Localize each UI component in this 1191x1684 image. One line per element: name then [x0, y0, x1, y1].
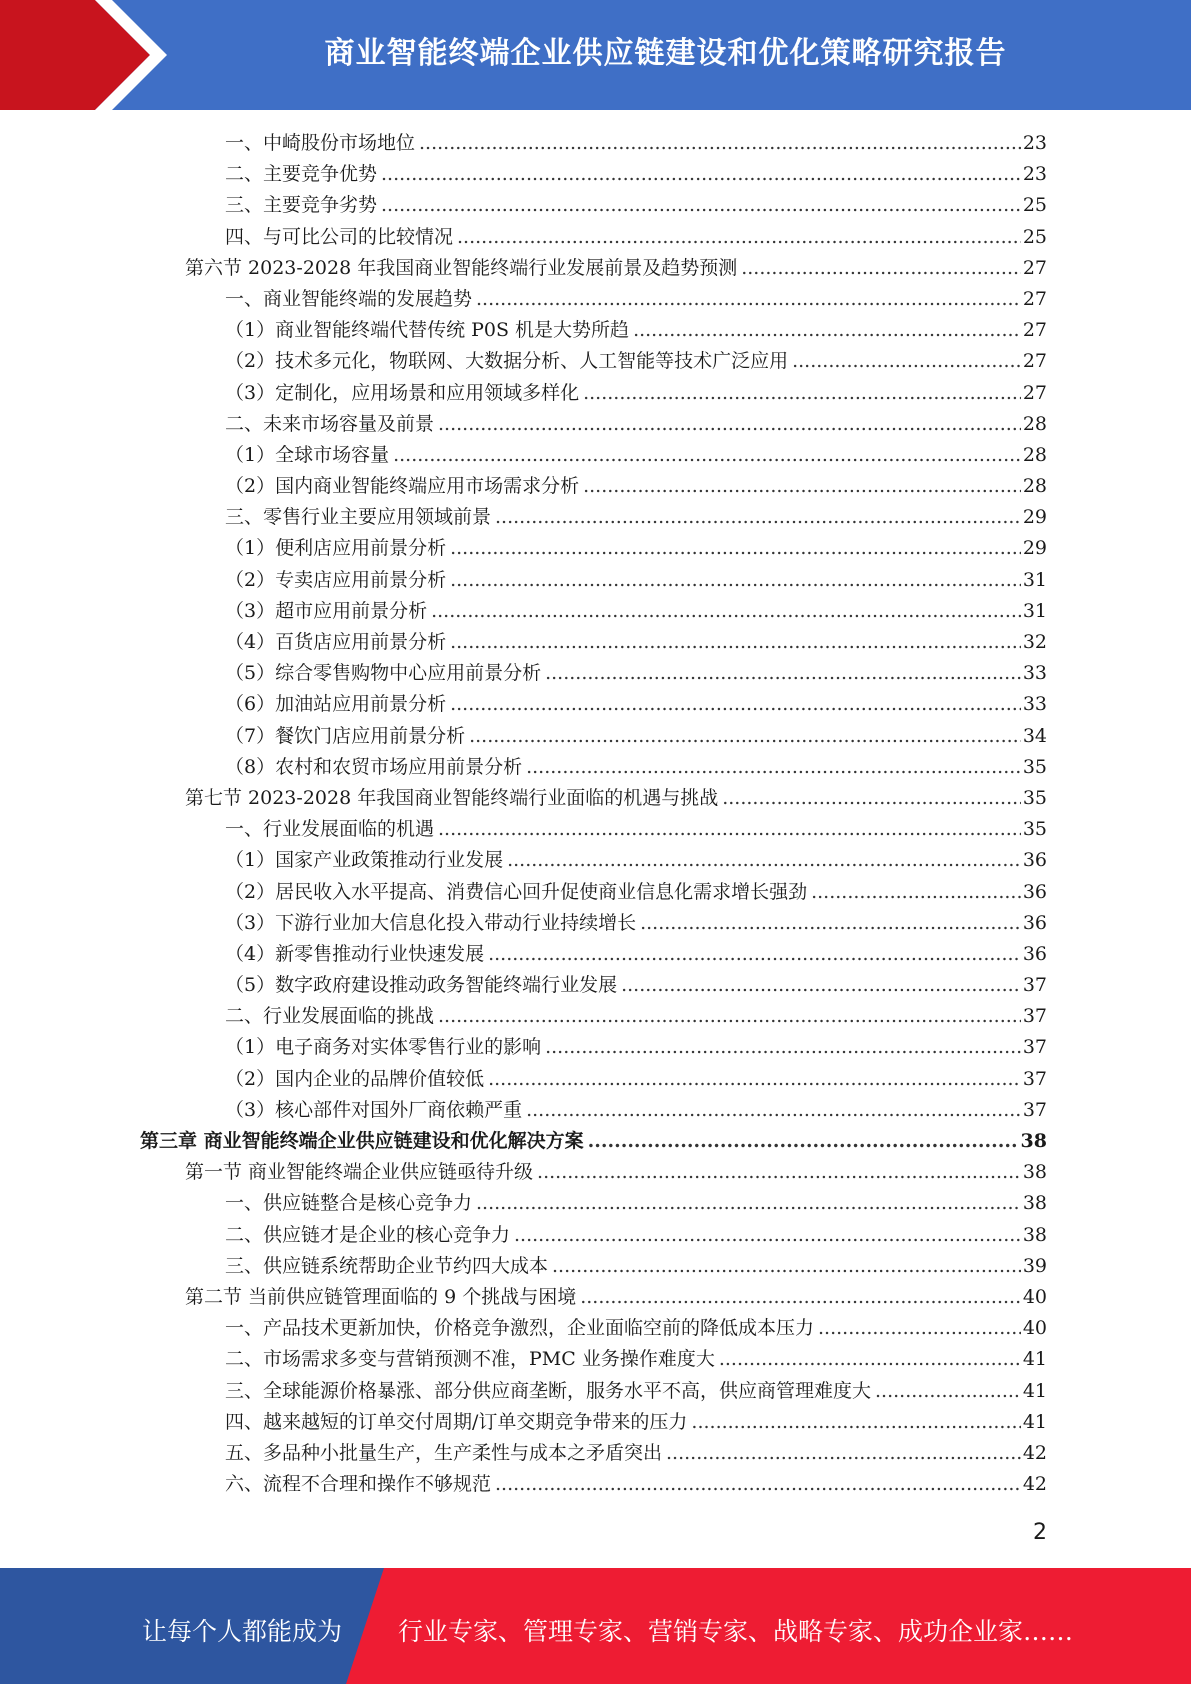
toc-leader-dots: [537, 1157, 1021, 1188]
toc-entry-title: 三、供应链系统帮助企业节约四大成本: [225, 1254, 549, 1277]
toc-entry-title: 第七节 2023-2028 年我国商业智能终端行业面临的机遇与挑战: [185, 786, 719, 809]
toc-entry-title: 一、供应链整合是核心竞争力: [225, 1192, 473, 1215]
toc-leader-dots: [457, 222, 1021, 253]
toc-entry-title: 二、主要竞争优势: [225, 163, 378, 186]
toc-entry-title: （2）国内企业的品牌价值较低: [225, 1067, 485, 1090]
toc-leader-dots: [691, 1407, 1020, 1438]
toc-entry-page: 36: [1022, 880, 1047, 903]
toc-entry-title: （8）农村和农贸市场应用前景分析: [225, 755, 523, 778]
toc-leader-dots: [526, 752, 1021, 783]
toc-entry-title: 四、越来越短的订单交付周期/订单交期竞争带来的压力: [225, 1410, 688, 1433]
toc-entry[interactable]: [140, 1438, 1047, 1469]
toc-entry[interactable]: [140, 814, 1047, 845]
toc-leader-dots: [583, 378, 1021, 409]
toc-entry-page: 41: [1022, 1348, 1047, 1371]
toc-entry[interactable]: [140, 1001, 1047, 1032]
toc-entry-page: 34: [1022, 724, 1047, 747]
toc-leader-dots: [438, 409, 1021, 440]
toc-entry-page: 38: [1022, 1223, 1047, 1246]
toc-leader-dots: [792, 346, 1021, 377]
toc-entry-page: 25: [1022, 194, 1047, 217]
toc-entry-title: （1）商业智能终端代替传统 P0S 机是大势所趋: [225, 319, 630, 342]
toc-leader-dots: [588, 1126, 1019, 1157]
toc-entry-page: 37: [1022, 1005, 1047, 1028]
toc-entry[interactable]: [140, 877, 1047, 908]
toc-entry-page: 37: [1022, 1098, 1047, 1121]
toc-entry[interactable]: [140, 1282, 1047, 1313]
toc-entry-page: 35: [1022, 818, 1047, 841]
toc-entry[interactable]: [140, 939, 1047, 970]
toc-entry-page: 32: [1022, 631, 1047, 653]
toc-leader-dots: [514, 1220, 1021, 1251]
toc-entry[interactable]: [140, 721, 1047, 752]
toc-entry-title: 一、商业智能终端的发展趋势: [225, 287, 473, 310]
toc-entry-title: （3）核心部件对国外厂商依赖严重: [225, 1098, 523, 1121]
toc-entry-title: 二、行业发展面临的挑战: [225, 1005, 435, 1028]
toc-leader-dots: [545, 1032, 1021, 1063]
toc-leader-dots: [450, 565, 1021, 596]
toc-entry[interactable]: [140, 1032, 1047, 1063]
toc-leader-dots: [875, 1376, 1021, 1407]
toc-entry[interactable]: [140, 284, 1047, 315]
toc-leader-dots: [393, 440, 1021, 471]
toc-entry[interactable]: [140, 1313, 1047, 1344]
toc-leader-dots: [469, 721, 1021, 752]
toc-leader-dots: [419, 128, 1021, 159]
toc-entry-title: （1）国家产业政策推动行业发展: [225, 849, 504, 872]
toc-entry[interactable]: [140, 1126, 1047, 1157]
toc-entry[interactable]: [140, 159, 1047, 190]
toc-entry-page: 27: [1022, 287, 1047, 310]
toc-entry-page: 40: [1022, 1317, 1047, 1340]
toc-entry-title: 第六节 2023-2028 年我国商业智能终端行业发展前景及趋势预测: [185, 256, 738, 279]
toc-entry[interactable]: [140, 689, 1047, 720]
toc-entry-title: 四、与可比公司的比较情况: [225, 225, 454, 248]
toc-entry-title: （7）餐饮门店应用前景分析: [225, 724, 466, 747]
toc-leader-dots: [722, 783, 1021, 814]
toc-entry[interactable]: [140, 190, 1047, 221]
toc-entry-title: 第三章 商业智能终端企业供应链建设和优化解决方案: [140, 1130, 584, 1152]
toc-entry[interactable]: [140, 346, 1047, 377]
toc-leader-dots: [488, 1064, 1021, 1095]
toc-entry-page: 36: [1022, 849, 1047, 872]
toc-leader-dots: [507, 845, 1021, 876]
toc-entry-title: （1）全球市场容量: [225, 443, 390, 466]
toc-entry[interactable]: [140, 471, 1047, 502]
toc-entry-page: 36: [1022, 911, 1047, 934]
toc-entry[interactable]: [140, 1188, 1047, 1219]
toc-entry-title: （5）数字政府建设推动政务智能终端行业发展: [225, 974, 618, 997]
toc-leader-dots: [741, 253, 1021, 284]
toc-entry[interactable]: [140, 1251, 1047, 1282]
footer-slogan-left: 让每个人都能成为: [142, 1617, 343, 1646]
toc-entry[interactable]: [140, 1376, 1047, 1407]
toc-entry-page: 37: [1022, 974, 1047, 997]
toc-entry-title: （5）综合零售购物中心应用前景分析: [225, 662, 542, 685]
toc-entry-title: 二、供应链才是企业的核心竞争力: [225, 1223, 511, 1246]
toc-entry[interactable]: [140, 565, 1047, 596]
toc-leader-dots: [495, 502, 1021, 533]
toc-entry-page: 37: [1022, 1036, 1047, 1059]
toc-entry-title: （2）国内商业智能终端应用市场需求分析: [225, 475, 580, 498]
toc-entry-page: 38: [1022, 1161, 1047, 1184]
toc-entry[interactable]: [140, 596, 1047, 627]
toc-entry-title: 二、市场需求多变与营销预测不准，PMC 业务操作难度大: [225, 1348, 715, 1371]
toc-entry-title: 三、零售行业主要应用领域前景: [225, 506, 492, 529]
toc-leader-dots: [381, 159, 1021, 190]
toc-entry-page: 27: [1022, 381, 1047, 404]
toc-leader-dots: [640, 908, 1021, 939]
toc-entry-page: 28: [1022, 475, 1047, 498]
toc-entry-page: 27: [1022, 350, 1047, 373]
toc-entry[interactable]: [140, 908, 1047, 939]
toc-entry-page: 42: [1022, 1441, 1047, 1464]
toc-entry-page: 25: [1022, 225, 1047, 248]
toc-entry-page: 27: [1022, 256, 1047, 279]
toc-leader-dots: [666, 1438, 1021, 1469]
toc-leader-dots: [476, 1188, 1021, 1219]
toc-entry-title: （3）定制化，应用场景和应用领域多样化: [225, 381, 580, 404]
toc-leader-dots: [450, 533, 1021, 564]
toc-entry[interactable]: [140, 658, 1047, 689]
page-footer: [0, 1568, 1191, 1684]
toc-entry-page: 38: [1020, 1130, 1047, 1152]
toc-leader-dots: [381, 190, 1021, 221]
toc-entry-page: 41: [1022, 1379, 1047, 1402]
toc-entry-title: 三、主要竞争劣势: [225, 194, 378, 217]
toc-leader-dots: [621, 970, 1021, 1001]
toc-entry-title: （1）电子商务对实体零售行业的影响: [225, 1036, 542, 1059]
toc-entry-page: 31: [1022, 599, 1047, 622]
toc-entry[interactable]: [140, 409, 1047, 440]
toc-entry-title: 一、中崎股份市场地位: [225, 132, 416, 154]
toc-leader-dots: [438, 814, 1021, 845]
toc-entry[interactable]: [140, 1469, 1047, 1500]
toc-entry[interactable]: [140, 627, 1047, 658]
toc-entry-page: 41: [1022, 1410, 1047, 1433]
toc-entry[interactable]: [140, 1095, 1047, 1126]
toc-leader-dots: [818, 1313, 1021, 1344]
toc-entry-title: （4）新零售推动行业快速发展: [225, 942, 485, 965]
toc-entry-page: 23: [1022, 132, 1047, 154]
toc-entry[interactable]: [140, 128, 1047, 159]
toc-entry-page: 31: [1022, 568, 1047, 591]
toc-entry-page: 35: [1022, 755, 1047, 778]
toc-leader-dots: [438, 1001, 1021, 1032]
toc-entry[interactable]: [140, 970, 1047, 1001]
toc-entry-title: （2）专卖店应用前景分析: [225, 568, 447, 591]
toc-entry-title: 一、行业发展面临的机遇: [225, 818, 435, 841]
toc-leader-dots: [719, 1344, 1021, 1375]
toc-entry-title: （3）下游行业加大信息化投入带动行业持续增长: [225, 911, 637, 934]
toc-entry-page: 42: [1022, 1473, 1047, 1496]
toc-leader-dots: [811, 877, 1021, 908]
toc-entry[interactable]: [140, 1157, 1047, 1188]
toc-entry[interactable]: [140, 378, 1047, 409]
page-number: 2: [1033, 1520, 1047, 1545]
toc-entry[interactable]: [140, 1064, 1047, 1095]
footer-slogan-right: 行业专家、管理专家、营销专家、战略专家、成功企业家……: [398, 1617, 1074, 1646]
toc-entry[interactable]: [140, 440, 1047, 471]
toc-leader-dots: [495, 1469, 1021, 1500]
toc-entry[interactable]: [140, 1344, 1047, 1375]
toc-entry-title: （4）百货店应用前景分析: [225, 631, 447, 653]
toc-entry-page: 28: [1022, 443, 1047, 466]
toc-entry-title: （2）居民收入水平提高、消费信心回升促使商业信息化需求增长强劲: [225, 880, 808, 903]
header-title: 商业智能终端企业供应链建设和优化策略研究报告: [324, 36, 1007, 71]
toc-entry-page: 27: [1022, 319, 1047, 342]
toc-leader-dots: [633, 315, 1021, 346]
toc-entry-title: 五、多品种小批量生产，生产柔性与成本之矛盾突出: [225, 1441, 663, 1464]
toc-entry-page: 29: [1022, 506, 1047, 529]
toc-leader-dots: [450, 627, 1021, 658]
toc-entry-title: （3）超市应用前景分析: [225, 599, 428, 622]
toc-entry[interactable]: [140, 783, 1047, 814]
toc-leader-dots: [431, 596, 1021, 627]
toc-entry-title: （2）技术多元化，物联网、大数据分析、人工智能等技术广泛应用: [225, 350, 789, 373]
toc-entry-page: 37: [1022, 1067, 1047, 1090]
toc-leader-dots: [476, 284, 1021, 315]
toc-entry-title: 六、流程不合理和操作不够规范: [225, 1473, 492, 1496]
toc-entry[interactable]: [140, 845, 1047, 876]
toc-entry-page: 33: [1022, 662, 1047, 685]
toc-entry[interactable]: [140, 1407, 1047, 1438]
toc-entry-page: 29: [1022, 537, 1047, 560]
toc-leader-dots: [488, 939, 1021, 970]
table-of-contents: [140, 128, 1047, 1500]
page-header: [0, 0, 1191, 110]
toc-entry-page: 28: [1022, 412, 1047, 435]
toc-entry-page: 36: [1022, 942, 1047, 965]
toc-leader-dots: [552, 1251, 1021, 1282]
toc-entry[interactable]: [140, 502, 1047, 533]
toc-entry-title: 一、产品技术更新加快，价格竞争激烈，企业面临空前的降低成本压力: [225, 1317, 815, 1340]
toc-entry-title: （6）加油站应用前景分析: [225, 693, 447, 716]
toc-leader-dots: [583, 471, 1021, 502]
toc-entry-page: 33: [1022, 693, 1047, 716]
toc-leader-dots: [450, 689, 1021, 720]
toc-entry[interactable]: [140, 533, 1047, 564]
toc-entry-title: 二、未来市场容量及前景: [225, 412, 435, 435]
toc-entry[interactable]: [140, 253, 1047, 284]
toc-entry[interactable]: [140, 222, 1047, 253]
toc-entry-page: 35: [1022, 786, 1047, 809]
toc-entry[interactable]: [140, 315, 1047, 346]
toc-entry-page: 38: [1022, 1192, 1047, 1215]
toc-entry[interactable]: [140, 752, 1047, 783]
toc-leader-dots: [580, 1282, 1021, 1313]
toc-entry[interactable]: [140, 1220, 1047, 1251]
toc-entry-title: 三、全球能源价格暴涨、部分供应商垄断，服务水平不高，供应商管理难度大: [225, 1379, 872, 1402]
toc-entry-page: 39: [1022, 1254, 1047, 1277]
toc-entry-title: （1）便利店应用前景分析: [225, 537, 447, 560]
toc-entry-page: 40: [1022, 1285, 1047, 1308]
toc-entry-title: 第二节 当前供应链管理面临的 9 个挑战与困境: [185, 1285, 577, 1308]
toc-leader-dots: [545, 658, 1021, 689]
toc-entry-title: 第一节 商业智能终端企业供应链亟待升级: [185, 1161, 534, 1184]
toc-entry-page: 23: [1022, 163, 1047, 186]
toc-leader-dots: [526, 1095, 1021, 1126]
